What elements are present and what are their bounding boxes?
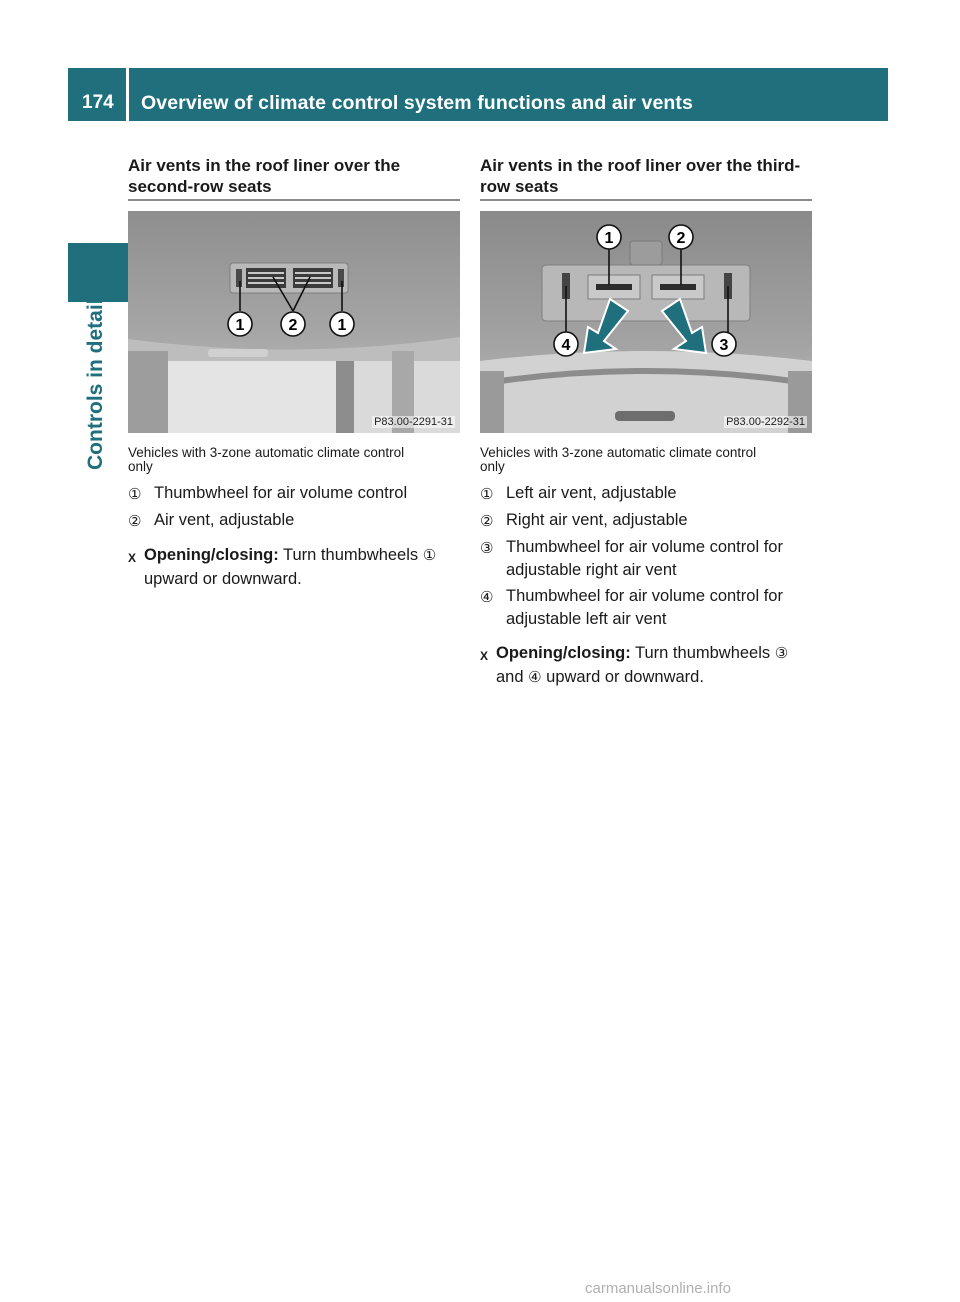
callout-label: 3	[719, 337, 729, 354]
callout-label: 1	[337, 317, 347, 334]
figure-third-row-vents	[480, 211, 812, 433]
legend-text	[506, 585, 812, 631]
vent-console	[542, 265, 750, 321]
mirror	[615, 411, 675, 421]
note-line: only	[480, 459, 505, 474]
figure-second-row-vents	[128, 211, 460, 433]
watermark: carmanualsonline.info	[585, 1280, 731, 1297]
legend-text: Left air vent, adjustable	[506, 484, 677, 502]
legend-text-line: Thumbwheel for air volume control for	[506, 587, 783, 605]
thumbwheel-right	[338, 269, 344, 287]
note-line: Vehicles with 3-zone automatic climate control	[480, 445, 757, 460]
section-title-line: Air vents in the roof liner over the third-	[480, 156, 801, 175]
figure-code: P83.00-2291-31	[374, 416, 453, 428]
section-title-second-row	[128, 155, 460, 199]
note-line: only	[128, 459, 153, 474]
instruction-arrow-icon: X	[128, 551, 137, 565]
pillar-left	[128, 351, 168, 433]
instruction-text-part: upward or downward.	[144, 570, 302, 588]
section-rule	[480, 199, 812, 201]
legend-text-line: adjustable right air vent	[506, 561, 677, 579]
instruction-text-part: and	[496, 668, 529, 686]
legend-item	[480, 482, 812, 506]
instruction-ref: ④	[528, 668, 542, 686]
legend-text: Right air vent, adjustable	[506, 511, 688, 529]
legend-text: Air vent, adjustable	[154, 511, 295, 529]
legend-text-line: adjustable left air vent	[506, 610, 667, 628]
instruction-label: Opening/closing:	[144, 546, 279, 564]
legend-number: ②	[128, 512, 142, 530]
legend-text: Thumbwheel for air volume control	[154, 484, 408, 502]
pillar-center	[336, 361, 354, 433]
header-divider	[126, 68, 129, 121]
pillar-left	[480, 371, 504, 433]
legend-number: ④	[480, 588, 494, 606]
instruction-text-part: Turn thumbwheels	[278, 546, 423, 564]
instruction-arrow-icon: X	[480, 649, 489, 663]
legend-list	[480, 482, 812, 631]
section-title-line: row seats	[480, 177, 559, 196]
instruction-label: Opening/closing:	[496, 644, 631, 662]
instruction-step	[128, 543, 460, 591]
section-rule	[128, 199, 460, 201]
legend-item	[128, 509, 460, 533]
thumbwheel-left	[236, 269, 242, 287]
left-column	[128, 155, 460, 591]
roof-liner-illustration	[128, 211, 460, 433]
legend-number: ②	[480, 512, 494, 530]
section-title-line: second-row seats	[128, 177, 272, 196]
figure-code: P83.00-2292-31	[726, 416, 805, 428]
callout-label: 2	[288, 317, 298, 334]
page-title: Overview of climate control system functions and air vents	[141, 92, 693, 114]
handle	[208, 349, 268, 357]
legend-number: ①	[480, 485, 494, 503]
legend-number: ③	[480, 539, 494, 557]
page-number: 174	[82, 92, 114, 113]
dome-light	[630, 241, 662, 265]
instruction-step	[480, 641, 812, 689]
section-title-third-row	[480, 155, 812, 199]
applicability-note	[480, 446, 812, 474]
window-left	[168, 361, 338, 433]
callout-label: 4	[561, 337, 571, 354]
legend-text	[506, 536, 812, 582]
instruction-text	[144, 543, 460, 591]
side-tab-label: Controls in detail	[84, 298, 107, 470]
instruction-text-part: upward or downward.	[541, 668, 704, 686]
section-title-line: Air vents in the roof liner over the	[128, 156, 401, 175]
legend-list	[128, 482, 460, 533]
legend-item	[480, 585, 812, 631]
legend-text-line: Thumbwheel for air volume control for	[506, 538, 783, 556]
roof-liner-illustration	[480, 211, 812, 433]
note-line: Vehicles with 3-zone automatic climate control	[128, 445, 405, 460]
callout-label: 2	[676, 230, 686, 247]
legend-number: ①	[128, 485, 142, 503]
right-column	[480, 155, 812, 689]
instruction-ref: ③	[774, 644, 789, 662]
applicability-note	[128, 446, 460, 474]
callout-label: 1	[235, 317, 245, 334]
side-tab-marker	[68, 243, 128, 302]
instruction-ref: ①	[422, 546, 437, 564]
legend-item	[480, 536, 812, 582]
legend-item	[128, 482, 460, 506]
callout-label: 1	[604, 230, 614, 247]
instruction-text	[496, 641, 812, 689]
legend-item	[480, 509, 812, 533]
instruction-text-part: Turn thumbwheels	[630, 644, 775, 662]
